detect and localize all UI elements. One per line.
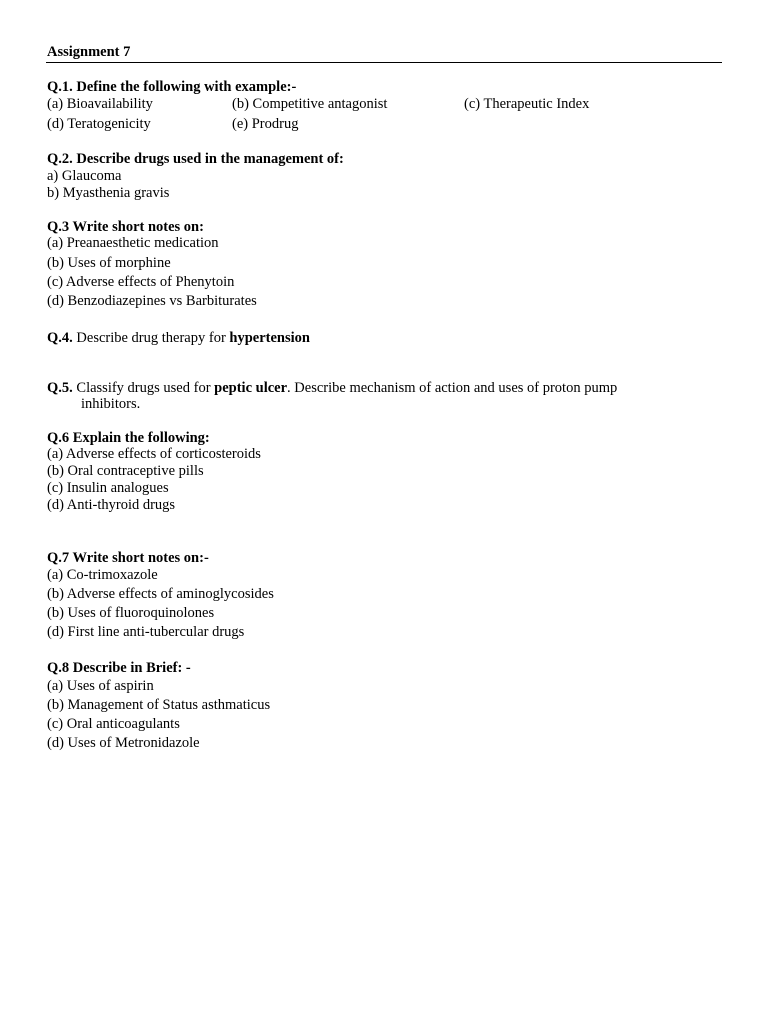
q8-item: (d) Uses of Metronidazole [47, 735, 200, 751]
q2-item: a) Glaucoma [47, 168, 122, 184]
q6-item: (c) Insulin analogues [47, 480, 169, 496]
q5-text-after: . Describe mechanism of action and uses of proton pump [287, 380, 618, 396]
q1-item-e: (e) Prodrug [232, 116, 299, 132]
q1-item-d: (d) Teratogenicity [47, 116, 151, 132]
q3-item: (c) Adverse effects of Phenytoin [47, 274, 235, 290]
q8-item: (c) Oral anticoagulants [47, 716, 180, 732]
q5-line [47, 380, 617, 397]
q1-heading: Q.1. Define the following with example:- [47, 79, 297, 95]
q7-heading: Q.7 Write short notes on:- [47, 550, 209, 566]
q5-label: Q.5. [47, 380, 73, 396]
q1-row-2 [47, 116, 697, 133]
q6-item: (a) Adverse effects of corticosteroids [47, 446, 261, 462]
q8-item: (a) Uses of aspirin [47, 678, 154, 694]
q3-heading: Q.3 Write short notes on: [47, 219, 204, 235]
title-underline [46, 62, 722, 63]
q7-item: (d) First line anti-tubercular drugs [47, 624, 245, 640]
q7-item: (b) Uses of fluoroquinolones [47, 605, 215, 621]
q6-item: (d) Anti-thyroid drugs [47, 497, 176, 513]
q7-item: (b) Adverse effects of aminoglycosides [47, 586, 274, 602]
q3-item: (d) Benzodiazepines vs Barbiturates [47, 293, 257, 309]
q2-item: b) Myasthenia gravis [47, 185, 170, 201]
q4-line [47, 330, 310, 347]
q7-item: (a) Co-trimoxazole [47, 567, 158, 583]
q1-item-a: (a) Bioavailability [47, 96, 153, 112]
q2-heading: Q.2. Describe drugs used in the management of: [47, 151, 344, 167]
q8-heading: Q.8 Describe in Brief: - [47, 660, 191, 676]
q6-item: (b) Oral contraceptive pills [47, 463, 204, 479]
q6-heading: Q.6 Explain the following: [47, 430, 210, 446]
q5-text-before: Classify drugs used for [72, 380, 215, 396]
q4-emphasis: hypertension [229, 330, 310, 346]
q4-text: Describe drug therapy for [72, 330, 230, 346]
q4-label: Q.4. [47, 330, 73, 346]
q3-item: (b) Uses of morphine [47, 255, 171, 271]
q1-item-b: (b) Competitive antagonist [232, 96, 388, 112]
q1-item-c: (c) Therapeutic Index [464, 96, 590, 112]
page-title: Assignment 7 [47, 44, 131, 60]
q8-item: (b) Management of Status asthmaticus [47, 697, 271, 713]
q5-continuation: inhibitors. [81, 396, 141, 412]
q3-item: (a) Preanaesthetic medication [47, 235, 219, 251]
q1-row-1 [47, 96, 697, 113]
q5-emphasis: peptic ulcer [214, 380, 288, 396]
